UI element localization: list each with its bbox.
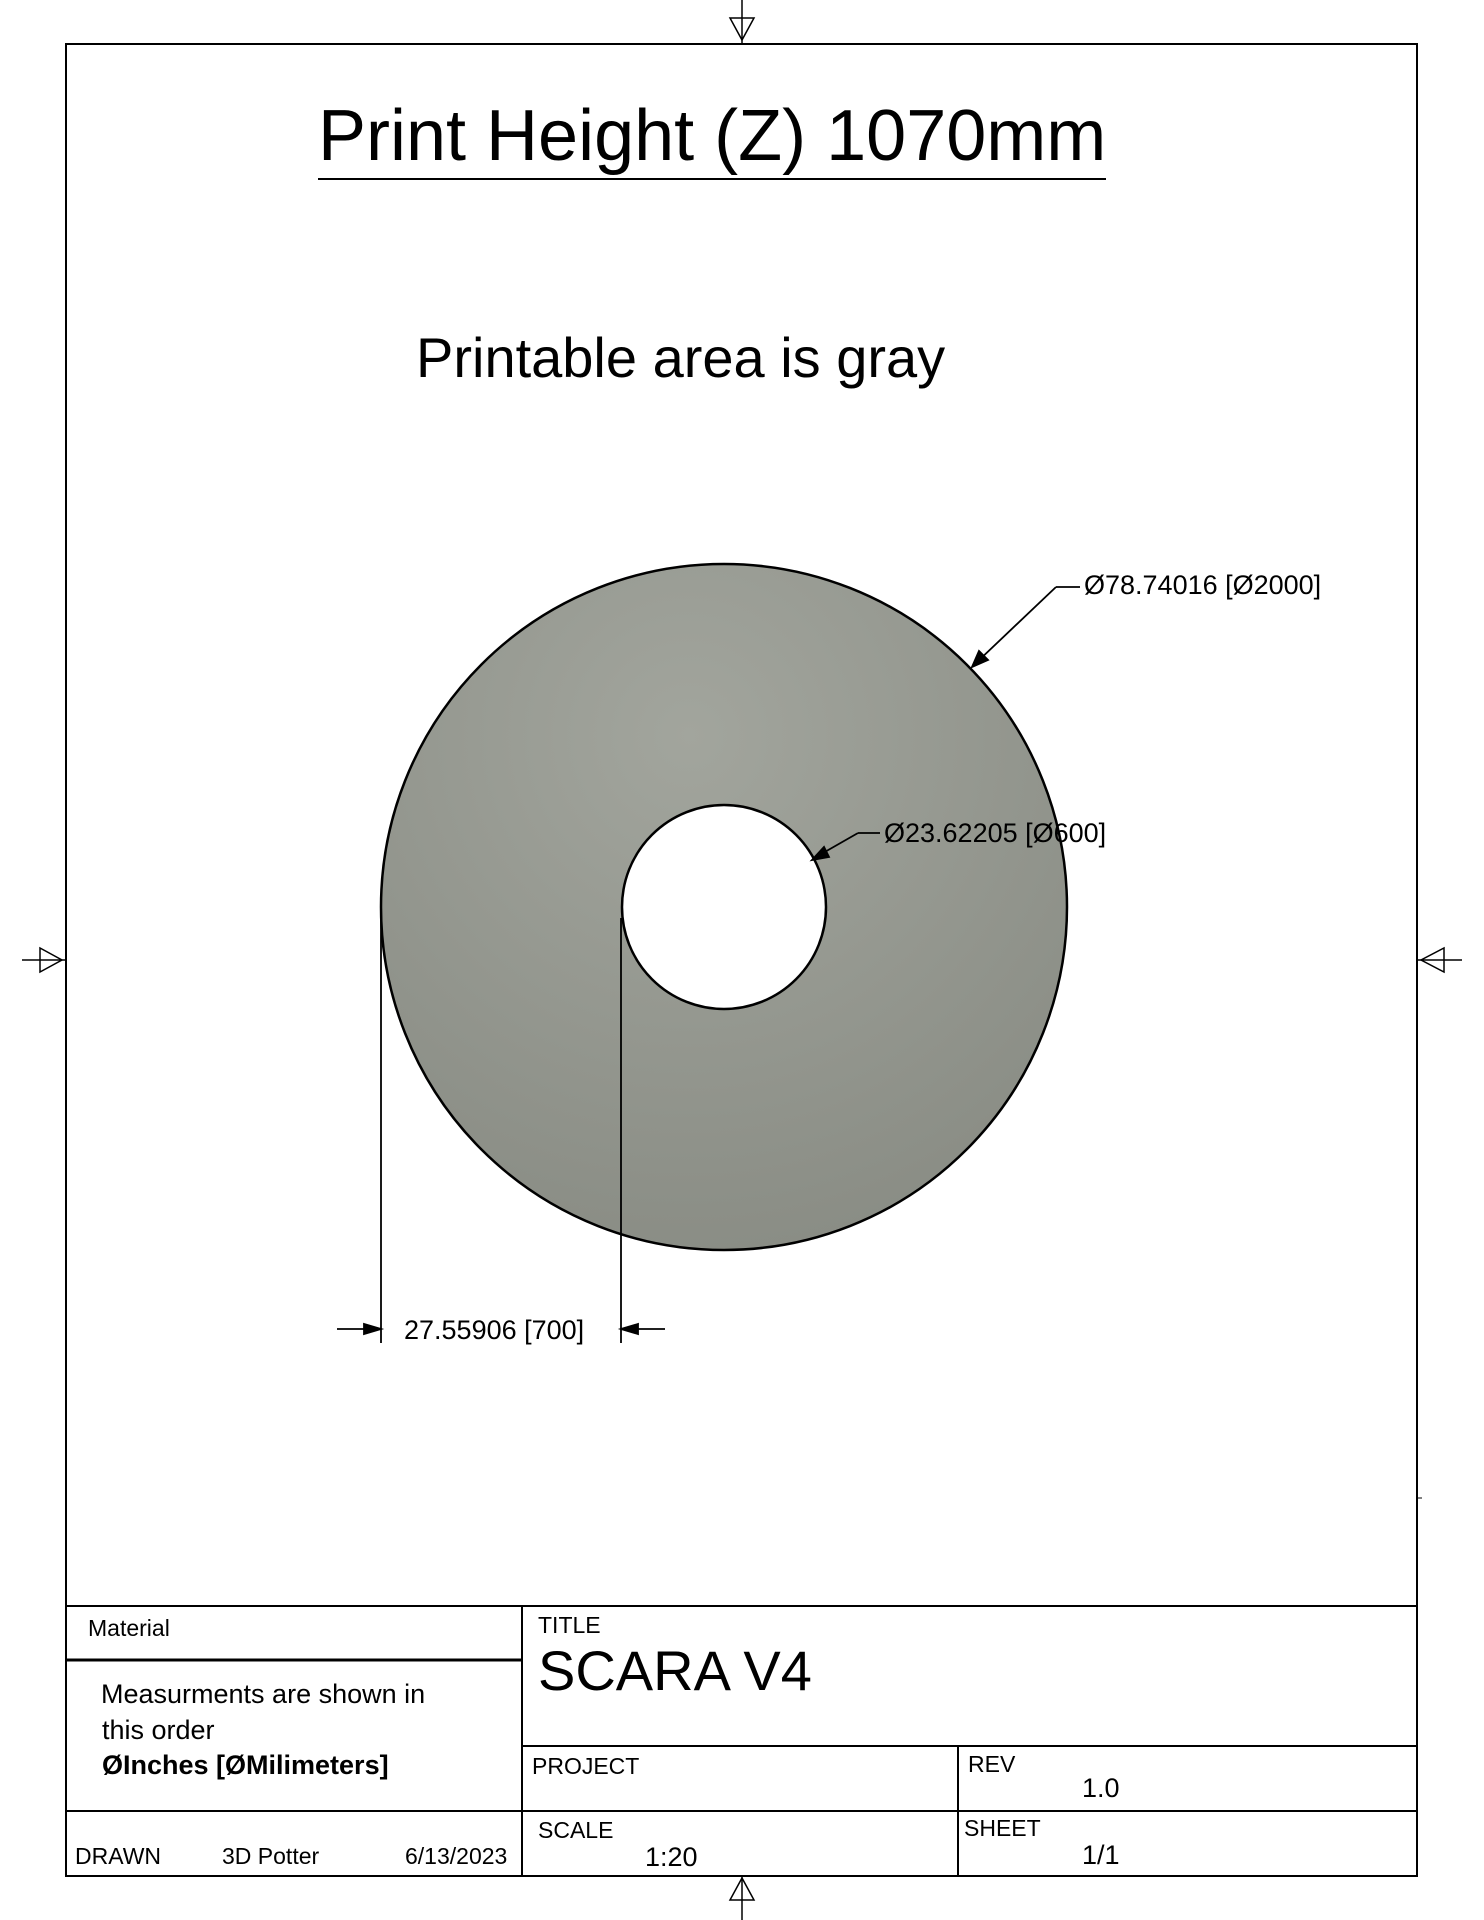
sheet-border: [66, 44, 1417, 1876]
outer-diameter-leader: [972, 587, 1080, 667]
outer-diameter-label: Ø78.74016 [Ø2000]: [1084, 570, 1322, 600]
drawn-date: 6/13/2023: [405, 1843, 508, 1869]
drawn-by: 3D Potter: [222, 1843, 320, 1869]
measurement-note-line1: Measurments are shown in: [101, 1679, 426, 1709]
drawing-title: SCARA V4: [538, 1639, 812, 1702]
sheet-value: 1/1: [1082, 1840, 1120, 1870]
measurement-note-line2: this order: [102, 1715, 215, 1745]
scale-value: 1:20: [645, 1842, 698, 1872]
printable-area-annulus: [381, 564, 1067, 1250]
scale-label: SCALE: [538, 1817, 614, 1843]
printable-area-caption: Printable area is gray: [416, 326, 946, 389]
title-label: TITLE: [538, 1612, 601, 1638]
centering-marks: [22, 0, 1462, 1920]
radial-width-label: 27.55906 [700]: [404, 1315, 585, 1345]
drawn-label: DRAWN: [75, 1843, 162, 1869]
sheet-label: SHEET: [964, 1815, 1041, 1841]
rev-label: REV: [968, 1751, 1016, 1777]
print-height-heading: Print Height (Z) 1070mm: [318, 96, 1106, 180]
material-label: Material: [88, 1615, 170, 1641]
inner-diameter-label: Ø23.62205 [Ø600]: [884, 818, 1107, 848]
project-label: PROJECT: [532, 1753, 640, 1779]
rev-value: 1.0: [1082, 1773, 1120, 1803]
measurement-note-units: ØInches [ØMilimeters]: [102, 1750, 389, 1780]
